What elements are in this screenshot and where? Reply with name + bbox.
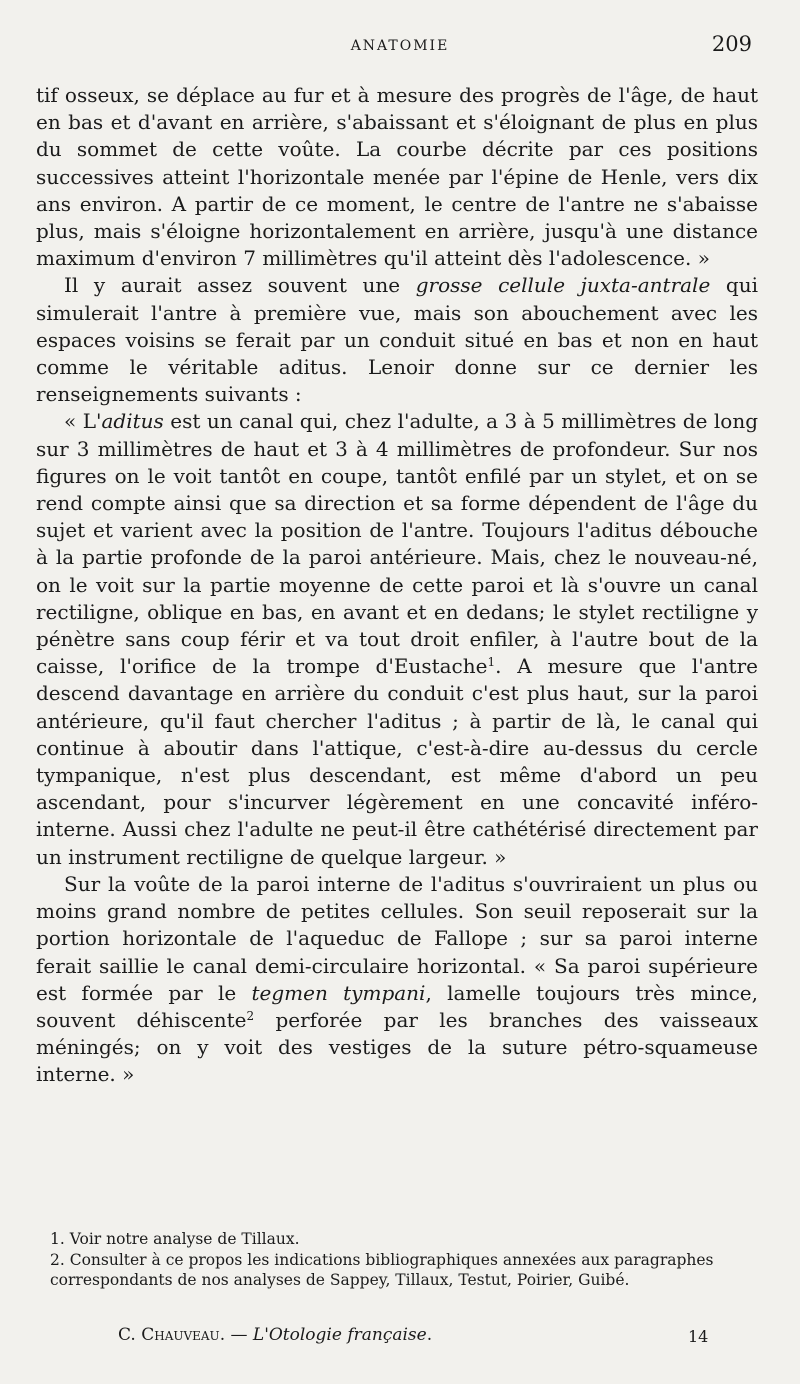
sheet-number: 14: [688, 1327, 709, 1346]
book-title: L'Otologie française: [252, 1325, 427, 1345]
author-initial: C.: [118, 1325, 142, 1345]
paragraph-3-open-quote: « L': [64, 409, 102, 434]
paragraph-1: [36, 82, 758, 272]
signature-dash: . —: [219, 1325, 253, 1345]
paragraph-3-text-a: est un canal qui, chez l'adulte, a 3 à 5 millimètres de long sur 3 millimètres de haut et 3 à 4 millimètres de profondeur. Sur nos figures on le voit tantôt en coupe, tantôt enfilé par un stylet, et on se rend compte ainsi que sa direction et sa forme dépendent de l'âge du sujet et varient avec la position de l'antre. Toujours l'aditus débouche à la partie profonde de la paroi antérieure. Mais, chez le nouveau-né, on le voit sur la partie moyenne de cette paroi et là s'ouvre un canal rectiligne, oblique en bas, en avant et en dedans; le stylet rectiligne y pénètre sans coup férir et va tout droit enfiler, à l'autre bout de la caisse, l'orifice de la trompe d'Eustache: [36, 409, 758, 679]
page-number: 209: [711, 32, 752, 56]
paragraph-2-italic: grosse cellule juxta-antrale: [415, 273, 711, 298]
footnote-2: 2. Consulter à ce propos les indications bibliographiques annexées aux paragraphes correspondants de nos analyses de Sappey, Tillaux, Testut, Poirier, Guibé.: [50, 1250, 714, 1289]
paragraph-3: [36, 408, 758, 870]
footnote-1: 1. Voir notre analyse de Tillaux.: [50, 1230, 300, 1248]
paragraph-2-text-a: Il y aurait assez souvent une: [64, 273, 416, 298]
paragraph-4-text-b: , lamelle toujours très mince, souvent déhiscente: [36, 980, 758, 1032]
paragraph-4: [36, 871, 758, 1089]
footnote-ref-2: 2: [246, 1008, 255, 1023]
paragraph-4-italic: tegmen tympani: [251, 980, 426, 1005]
footnotes: [50, 1229, 772, 1291]
paragraph-3-text-b: . A mesure que l'antre descend davantage en arrière du conduit c'est plus haut, sur la paroi antérieure, qu'il faut chercher l'aditus ; à partir de là, le canal qui continue à aboutir dans l'attique, c'est-à-dire au-dessus du cercle tympanique, n'est plus descendant, est même d'abord un peu ascendant, pour s'incurver légèrement en une concavité inféro-interne. Aussi chez l'adulte ne peut-il être cathétérisé directement par un instrument rectiligne de quelque largeur. »: [36, 654, 758, 869]
body-text: [36, 82, 758, 1089]
signature-end: .: [426, 1325, 433, 1345]
running-title: ANATOMIE: [350, 38, 450, 54]
paragraph-2-text-b: qui simulerait l'antre à première vue, mais son abouchement avec les espaces voisins se ferait par un conduit situé en bas et non en haut comme le véritable aditus. Lenoir donne sur ce dernier les renseignements suivants :: [36, 273, 758, 407]
running-head: [0, 32, 800, 62]
paragraph-1-text: tif osseux, se déplace au fur et à mesure des progrès de l'âge, de haut en bas et d'avant en arrière, s'abaissant et s'éloignant de plus en plus du sommet de cette voûte. La courbe décrite par ces positions successives atteint l'horizontale menée par l'épine de Henle, vers dix ans environ. A partir de ce moment, le centre de l'antre ne s'abaisse plus, mais s'éloigne horizontalement en arrière, jusqu'à une distance maximum d'environ 7 millimètres qu'il atteint dès l'adolescence. »: [36, 83, 758, 271]
signature-line: [118, 1325, 432, 1345]
paragraph-4-text-c: perforée par les branches des vaisseaux méningés; on y voit des vestiges de la suture pétro-squameuse interne. »: [36, 1007, 758, 1087]
paragraph-3-italic: aditus: [101, 409, 164, 434]
paragraph-2: [36, 272, 758, 408]
footnote-ref-1: 1: [487, 655, 496, 670]
paragraph-4-text-a: Sur la voûte de la paroi interne de l'aditus s'ouvriraient un plus ou moins grand nombre de petites cellules. Son seuil reposerait sur la portion horizontale de l'aqueduc de Fallope ; sur sa paroi interne ferait saillie le canal demi-circulaire horizontal. « Sa paroi supérieure est formée par le: [36, 871, 758, 1005]
author-name: Chauveau: [141, 1325, 220, 1345]
